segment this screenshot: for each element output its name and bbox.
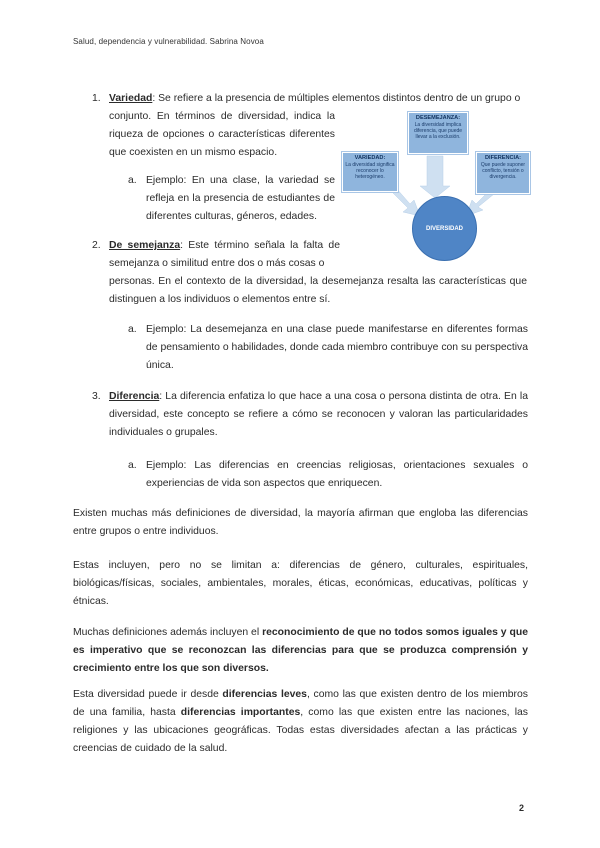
emphasis-importantes: diferencias importantes — [180, 707, 301, 718]
emphasis-text: reconocimiento de que no todos somos iguales y que es imperativo que se reconozcan las diferencias para que se produzca comprensión y crecimiento entre los que son diversos. — [73, 627, 528, 674]
list-item-3 — [92, 388, 528, 442]
page-number: 2 — [519, 803, 525, 813]
emphasis-leves: diferencias leves — [222, 689, 307, 700]
sub-text: Ejemplo: En una clase, la variedad se refleja en la presencia de estudiantes de diferentes culturas, géneros, edades. — [146, 175, 335, 222]
sub-text: Ejemplo: La desemejanza en una clase puede manifestarse en diferentes formas de pensamiento o habilidades, donde cada miembro contribuye con su perspectiva única. — [146, 324, 528, 371]
sub-letter: a. — [128, 324, 137, 335]
item-term: Diferencia — [109, 391, 160, 402]
item-number: 2. — [92, 240, 101, 251]
item-first-line: Diferencia: La diferencia enfatiza lo que hace a una cosa o persona distinta de otra. En la diversidad, este concepto se refiere a cómo se reconocen y valoran las particularidades individuales o grupales. — [109, 391, 528, 438]
item-2-subitem — [128, 321, 528, 375]
item-first-line: De semejanza: Este término señala la falta de semejanza o similitud entre dos o más cosas o — [109, 240, 340, 269]
item-number: 3. — [92, 391, 101, 402]
diversidad-circle: DIVERSIDAD — [412, 196, 477, 261]
item-1-body: conjunto. En términos de diversidad, indica la riqueza de opciones o características diferentes que coexisten en un mismo espacio. — [109, 111, 335, 158]
page-header: Salud, dependencia y vulnerabilidad. Sabrina Novoa — [73, 37, 264, 46]
variedad-box: VARIEDAD: La diversidad significa reconocer lo heterogéneo. — [342, 152, 398, 192]
item-first-line: Variedad: Se refiere a la presencia de múltiples elementos distintos dentro de un grupo o — [109, 93, 521, 104]
diversity-diagram — [340, 108, 530, 258]
item-number: 1. — [92, 93, 101, 104]
paragraph-4: Esta diversidad puede ir desde diferencias leves, como las que existen dentro de los miembros de una familia, hasta diferencias importantes, como las que existen entre las naciones, las religiones y las ubicaciones geográficas. Todas estas diversidades afectan a las prácticas y creencias de cuidado de la salud. — [73, 689, 528, 754]
item-1-subitem — [128, 172, 335, 226]
item-term: Variedad — [109, 93, 153, 104]
sub-letter: a. — [128, 175, 137, 186]
paragraph-2: Estas incluyen, pero no se limitan a: diferencias de género, culturales, espirituales, biológicas/físicas, sociales, ambientales, morales, éticas, económicas, educativas, políticas y étnicas. — [73, 560, 528, 607]
list-item-1 — [92, 90, 532, 108]
paragraph-1: Existen muchas más definiciones de diversidad, la mayoría afirman que engloba las diferencias entre grupos o entre individuos. — [73, 508, 528, 537]
item-2-body: personas. En el contexto de la diversidad, la desemejanza resalta las características que distinguen a los individuos o elementos entre sí. — [109, 276, 527, 305]
item-term: De semejanza — [109, 240, 181, 251]
sub-letter: a. — [128, 460, 137, 471]
paragraph-3: Muchas definiciones además incluyen el reconocimiento de que no todos somos iguales y que es imperativo que se reconozcan las diferencias para que se produzca comprensión y crecimiento entre los que son diversos. — [73, 627, 528, 674]
item-3-subitem — [128, 457, 528, 493]
diferencia-box: DIFERENCIA: Que puede suponer conflicto, tensión o divergencia. — [476, 152, 530, 194]
sub-text: Ejemplo: Las diferencias en creencias religiosas, orientaciones sexuales o experiencias de vida son aspectos que enriquecen. — [146, 460, 528, 489]
desemejanza-box: DESEMEJANZA: La diversidad implica diferencia, que puede llevar a la exclusión. — [408, 112, 468, 154]
list-item-2 — [92, 237, 340, 273]
